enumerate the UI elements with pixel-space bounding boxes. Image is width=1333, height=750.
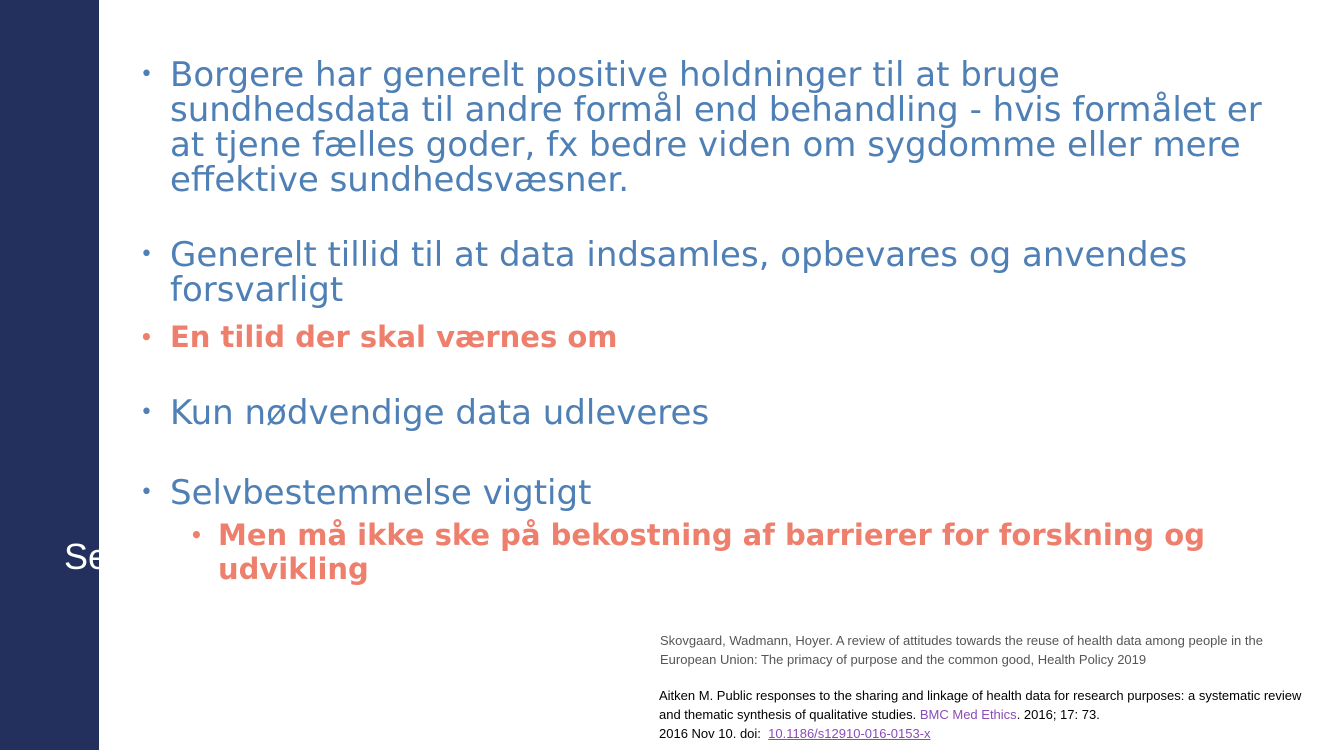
bullet-text: Kun nødvendige data udleveres [170, 393, 710, 433]
bullet-marker: • [190, 523, 203, 547]
bullet-item [140, 473, 592, 513]
sub-bullet-item-emphasis [190, 518, 1310, 586]
reference-skovgaard: Skovgaard, Wadmann, Hoyer. A review of attitudes towards the reuse of health data among people in the European Union: The primacy of purpose and the common good, Health Policy 2019 [660, 633, 1263, 667]
bullet-marker: • [140, 480, 153, 505]
bullet-item [140, 393, 710, 433]
sidebar-title-fragment: Se [64, 536, 109, 577]
bullet-marker: • [140, 242, 153, 267]
bullet-text: Selvbestemmelse vigtigt [170, 473, 592, 513]
doi-link[interactable]: 10.1186/s12910-016-0153-x [768, 726, 931, 741]
journal-link[interactable]: BMC Med Ethics [919, 707, 1017, 722]
bullet-text: Generelt tillid til at data indsamles, opbevares og anvendes forsvarligt [170, 235, 1188, 310]
bullet-marker: • [140, 325, 153, 349]
bullet-item-emphasis [140, 320, 617, 354]
reference-text: Aitken M. Public responses to the sharing and linkage of health data for research purposes: a systematic review and thematic synthesis of qualitative studies. [659, 688, 1302, 722]
bullet-marker: • [140, 400, 153, 425]
bullet-text: En tilid der skal værnes om [170, 320, 618, 354]
bullet-text: Men må ikke ske på bekostning af barrierer for forskning og udvikling [218, 518, 1205, 586]
bullet-item [140, 235, 1280, 310]
bullet-text: Borgere har generelt positive holdninger til at bruge sundhedsdata til andre formål end behandling - hvis formålet er at tjene fælles goder, fx bedre viden om sygdomme eller mere effektive sundhedsvæsner. [170, 55, 1262, 200]
bullet-item [140, 55, 1280, 200]
sidebar-panel [0, 0, 109, 750]
reference-aitken [659, 686, 1319, 743]
reference-text: . 2016; 17: 73. [1016, 707, 1100, 722]
bullet-marker: • [140, 62, 153, 87]
reference-date: 2016 Nov 10. doi: [659, 726, 761, 741]
